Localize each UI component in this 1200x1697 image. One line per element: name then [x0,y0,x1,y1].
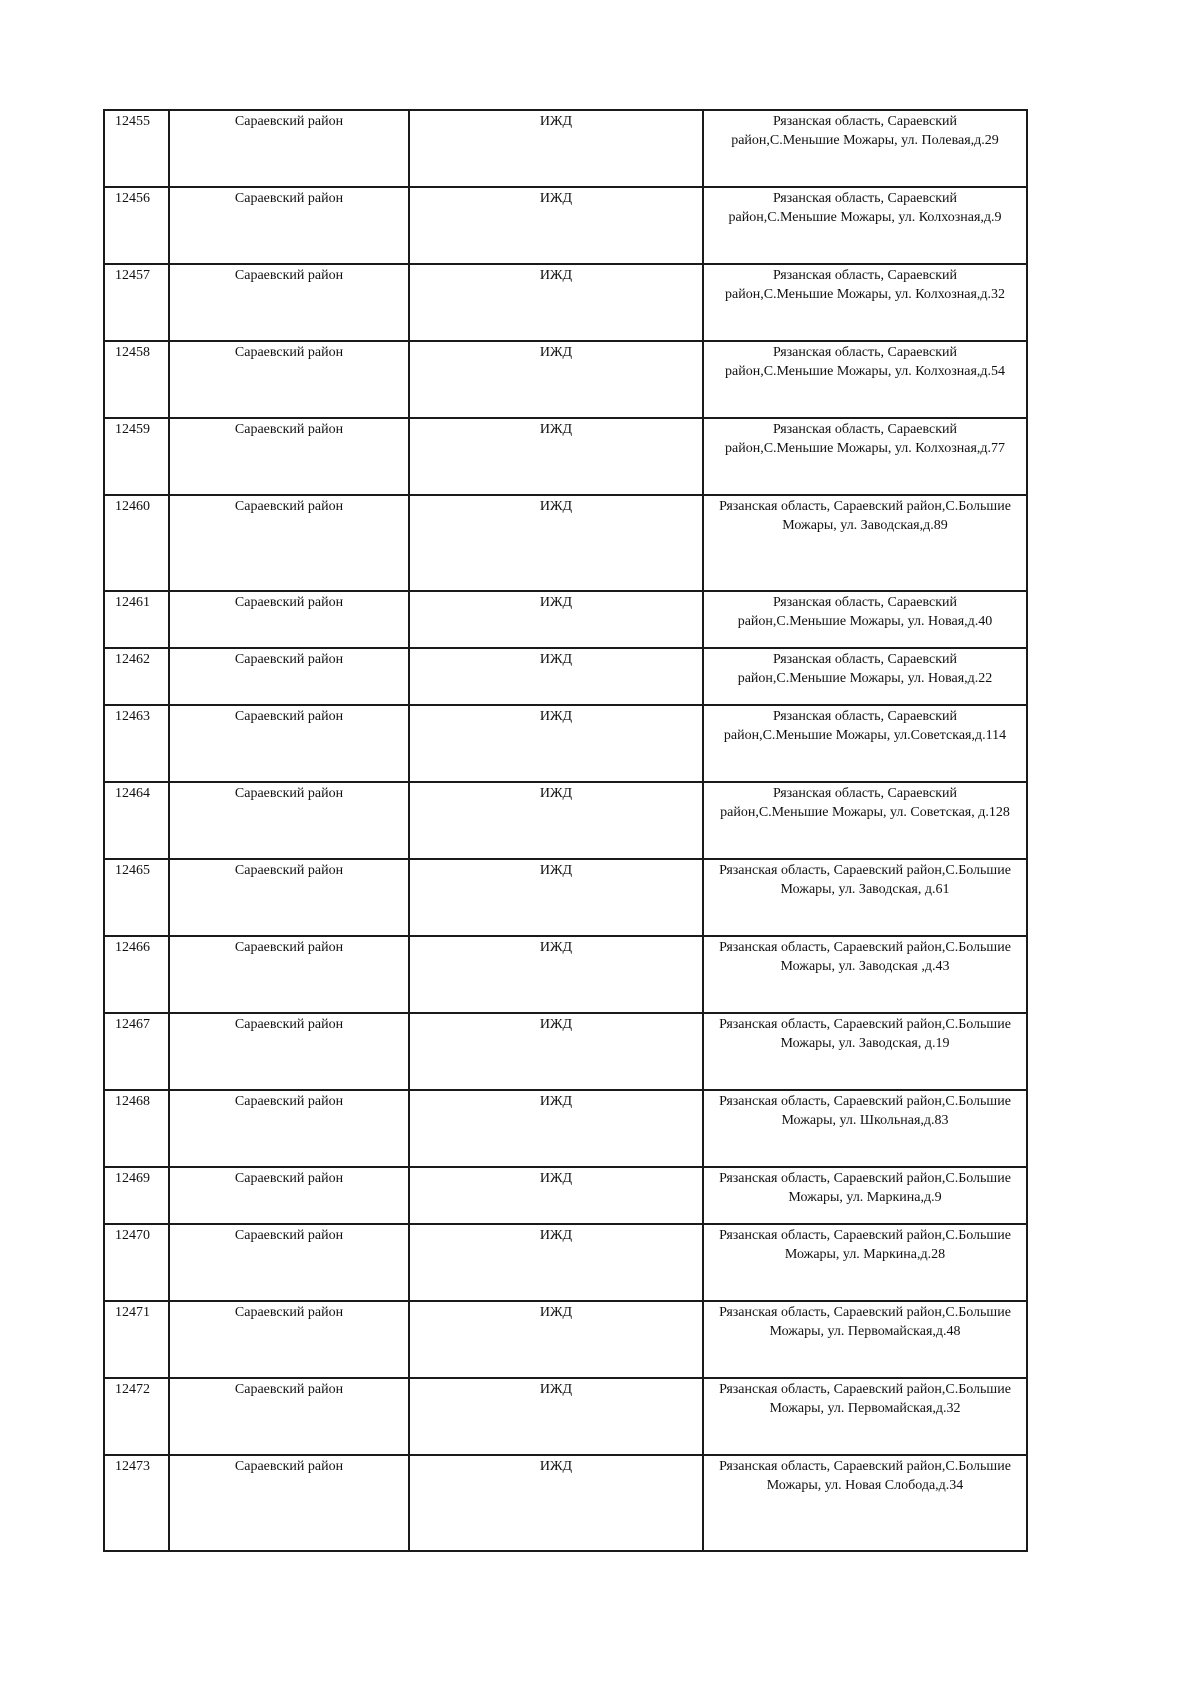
table-row [104,936,1027,1013]
address-cell [703,782,1027,859]
district-cell: Сараевский район [169,1013,409,1090]
district-cell: Сараевский район [169,859,409,936]
housing-type-cell: ИЖД [409,782,703,859]
address-line-2: Можары, ул. Маркина,д.28 [784,1247,946,1262]
address-line-2: Можары, ул. Школьная,д.83 [781,1113,949,1128]
district-cell: Сараевский район [169,1224,409,1301]
district-cell: Сараевский район [169,1455,409,1551]
table-row [104,1455,1027,1551]
address-line-1: Рязанская область, Сараевский [772,191,958,206]
housing-type-cell: ИЖД [409,1090,703,1167]
address-line-2: район,С.Меньшие Можары, ул. Колхозная,д.77 [725,441,1005,456]
table-row [104,1090,1027,1167]
record-number-cell: 12468 [104,1090,169,1167]
record-number-cell: 12455 [104,110,169,187]
address-cell [703,495,1027,591]
address-cell [703,1167,1027,1224]
record-number-cell: 12470 [104,1224,169,1301]
address-line-2: район,С.Меньшие Можары, ул. Колхозная,д.32 [725,287,1005,302]
address-line-1: Рязанская область, Сараевский район,С.Большие [719,1171,1011,1186]
address-line-1: Рязанская область, Сараевский район,С.Большие [719,940,1011,955]
table-row [104,1013,1027,1090]
district-cell: Сараевский район [169,591,409,648]
address-line-1: Рязанская область, Сараевский район,С.Большие [719,499,1011,514]
district-cell: Сараевский район [169,936,409,1013]
district-cell: Сараевский район [169,705,409,782]
housing-type-cell: ИЖД [409,264,703,341]
address-line-2: район,С.Меньшие Можары, ул. Советская, д.128 [720,805,1010,820]
housing-type-cell: ИЖД [409,187,703,264]
housing-type-cell: ИЖД [409,936,703,1013]
address-cell [703,264,1027,341]
district-cell: Сараевский район [169,187,409,264]
address-line-2: район,С.Меньшие Можары, ул. Колхозная,д.9 [728,210,1002,225]
address-cell [703,341,1027,418]
table-row [104,1224,1027,1301]
record-number-cell: 12469 [104,1167,169,1224]
housing-registry-table [103,109,1028,1552]
address-cell [703,187,1027,264]
address-line-1: Рязанская область, Сараевский [772,595,958,610]
table-row [104,859,1027,936]
address-line-1: Рязанская область, Сараевский [772,422,958,437]
housing-type-cell: ИЖД [409,418,703,495]
address-line-1: Рязанская область, Сараевский район,С.Большие [719,1459,1011,1474]
address-cell [703,110,1027,187]
address-line-2: Можары, ул. Новая Слобода,д.34 [766,1478,964,1493]
record-number-cell: 12467 [104,1013,169,1090]
address-cell [703,936,1027,1013]
record-number-cell: 12463 [104,705,169,782]
address-line-1: Рязанская область, Сараевский район,С.Большие [719,1228,1011,1243]
address-line-2: Можары, ул. Заводская ,д.43 [780,959,950,974]
table-row [104,495,1027,591]
record-number-cell: 12459 [104,418,169,495]
district-cell: Сараевский район [169,264,409,341]
housing-type-cell: ИЖД [409,859,703,936]
district-cell: Сараевский район [169,1378,409,1455]
record-number-cell: 12473 [104,1455,169,1551]
address-cell [703,705,1027,782]
housing-type-cell: ИЖД [409,705,703,782]
address-cell [703,1013,1027,1090]
address-cell [703,1301,1027,1378]
address-line-1: Рязанская область, Сараевский [772,786,958,801]
address-cell [703,1378,1027,1455]
record-number-cell: 12460 [104,495,169,591]
address-line-2: район,С.Меньшие Можары, ул. Новая,д.40 [737,614,993,629]
district-cell: Сараевский район [169,1167,409,1224]
district-cell: Сараевский район [169,110,409,187]
record-number-cell: 12465 [104,859,169,936]
district-cell: Сараевский район [169,782,409,859]
address-cell [703,648,1027,705]
address-cell [703,859,1027,936]
address-line-2: Можары, ул. Заводская, д.19 [780,1036,950,1051]
address-line-1: Рязанская область, Сараевский район,С.Большие [719,1094,1011,1109]
address-line-2: район,С.Меньшие Можары, ул. Новая,д.22 [737,671,993,686]
housing-type-cell: ИЖД [409,110,703,187]
record-number-cell: 12471 [104,1301,169,1378]
address-line-2: Можары, ул. Первомайская,д.48 [769,1324,961,1339]
housing-type-cell: ИЖД [409,1455,703,1551]
record-number-cell: 12466 [104,936,169,1013]
housing-type-cell: ИЖД [409,341,703,418]
record-number-cell: 12458 [104,341,169,418]
address-line-1: Рязанская область, Сараевский [772,709,958,724]
table-row [104,264,1027,341]
table-row [104,1167,1027,1224]
housing-type-cell: ИЖД [409,1301,703,1378]
address-line-2: район,С.Меньшие Можары, ул. Полевая,д.29 [731,133,999,148]
district-cell: Сараевский район [169,648,409,705]
table-row [104,418,1027,495]
table-row [104,705,1027,782]
record-number-cell: 12457 [104,264,169,341]
record-number-cell: 12456 [104,187,169,264]
housing-type-cell: ИЖД [409,1013,703,1090]
record-number-cell: 12472 [104,1378,169,1455]
address-line-1: Рязанская область, Сараевский район,С.Большие [719,1382,1011,1397]
housing-type-cell: ИЖД [409,1167,703,1224]
district-cell: Сараевский район [169,1090,409,1167]
housing-type-cell: ИЖД [409,1224,703,1301]
address-line-2: Можары, ул. Заводская,д.89 [782,518,948,533]
address-line-2: Можары, ул. Маркина,д.9 [788,1190,942,1205]
address-cell [703,418,1027,495]
address-line-1: Рязанская область, Сараевский [772,268,958,283]
record-number-cell: 12462 [104,648,169,705]
address-line-1: Рязанская область, Сараевский район,С.Большие [719,1017,1011,1032]
address-cell [703,591,1027,648]
table-row [104,187,1027,264]
address-line-2: район,С.Меньшие Можары, ул. Колхозная,д.54 [725,364,1005,379]
housing-type-cell: ИЖД [409,591,703,648]
district-cell: Сараевский район [169,341,409,418]
housing-type-cell: ИЖД [409,648,703,705]
housing-type-cell: ИЖД [409,1378,703,1455]
address-line-1: Рязанская область, Сараевский район,С.Большие [719,863,1011,878]
address-line-2: район,С.Меньшие Можары, ул.Советская,д.114 [723,728,1007,743]
table-row [104,341,1027,418]
table-row [104,591,1027,648]
address-line-2: Можары, ул. Заводская, д.61 [780,882,950,897]
record-number-cell: 12464 [104,782,169,859]
table-row [104,1301,1027,1378]
table-row [104,782,1027,859]
address-line-1: Рязанская область, Сараевский [772,114,958,129]
address-cell [703,1455,1027,1551]
housing-type-cell: ИЖД [409,495,703,591]
table-row [104,1378,1027,1455]
table-row [104,110,1027,187]
address-line-1: Рязанская область, Сараевский [772,345,958,360]
address-line-1: Рязанская область, Сараевский район,С.Большие [719,1305,1011,1320]
address-line-1: Рязанская область, Сараевский [772,652,958,667]
district-cell: Сараевский район [169,418,409,495]
table-row [104,648,1027,705]
district-cell: Сараевский район [169,1301,409,1378]
address-line-2: Можары, ул. Первомайская,д.32 [769,1401,961,1416]
district-cell: Сараевский район [169,495,409,591]
record-number-cell: 12461 [104,591,169,648]
address-cell [703,1224,1027,1301]
address-cell [703,1090,1027,1167]
registry-body [104,110,1027,1551]
